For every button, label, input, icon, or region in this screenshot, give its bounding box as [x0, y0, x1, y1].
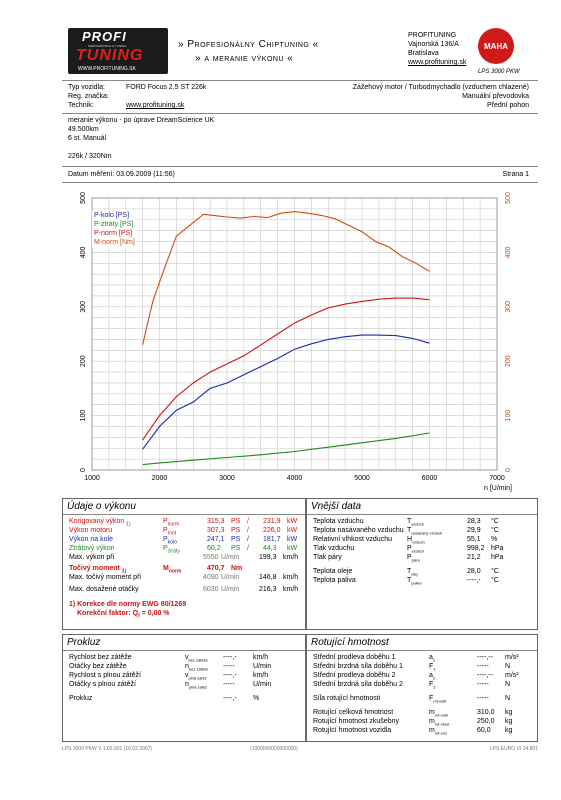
performance-slash: /: [247, 518, 249, 525]
slip-row: [63, 695, 305, 704]
max-torque-speed: 146,8: [259, 574, 277, 581]
slip-symbol-sub: plná zátěž: [188, 684, 208, 690]
external-symbol-sub: pára: [411, 557, 420, 563]
external-row: [307, 518, 537, 527]
performance-value-speed: 199,3: [259, 554, 277, 561]
performance-symbol-sub: mot: [167, 530, 177, 537]
slip-title: Prokluz: [67, 637, 101, 648]
performance-symbol-wrap: [163, 527, 176, 536]
measurement-date: Datum měření: 03.09.2009 (11:56): [68, 171, 175, 178]
performance-unit-ps: PS: [231, 527, 241, 534]
slip-value: -----: [223, 681, 235, 688]
slip-label: Rychlost s plnou zátěží: [69, 672, 141, 679]
slip-symbol-sub: bez zátěže: [188, 666, 209, 672]
performance-label: Max. výkon při: [69, 554, 115, 561]
external-data-title: Vnější data: [311, 501, 362, 512]
performance-label: Korigovaný výkon: [69, 518, 125, 525]
maha-badge: [478, 28, 514, 64]
inertia-symbol: m: [429, 727, 435, 734]
performance-row: [63, 518, 305, 527]
series-line-2: [143, 298, 430, 440]
max-torque-rpm: 4090: [203, 574, 219, 581]
inertia-symbol: m: [429, 709, 435, 716]
performance-slash: /: [247, 536, 249, 543]
slip-symbol-wrap: [185, 672, 207, 680]
factor-label: Korekční faktor: Q: [77, 610, 139, 617]
performance-value-ps: 315,3: [207, 518, 225, 525]
performance-row: [63, 527, 305, 536]
series-line-0: [143, 335, 430, 449]
correction-factor: [63, 610, 305, 619]
slip-unit: U/min: [253, 681, 272, 688]
inertia-unit: N: [505, 663, 511, 670]
external-symbol-sub: palivo: [411, 580, 422, 586]
external-value: 21,2: [467, 554, 481, 561]
external-symbol: T: [407, 568, 412, 575]
x-tick-label: 2000: [151, 475, 168, 482]
inertia-symbol-sub: rot-voz: [434, 730, 448, 736]
external-symbol-sub: nasávaný vzduch: [411, 530, 443, 536]
performance-symbol: P: [163, 518, 168, 525]
performance-symbol: P: [163, 536, 168, 543]
inertia-symbol-wrap: [429, 727, 447, 735]
inertia-value: -----: [477, 681, 489, 688]
inertia-label: Rotující celková hmotnost: [313, 709, 394, 716]
y-right-tick-label: 0: [505, 468, 512, 472]
external-symbol: P: [407, 545, 412, 552]
y-right-tick-label: 400: [505, 246, 512, 259]
external-row: [307, 577, 537, 586]
logo-tagline: PERFORMANCE & TUNING: [88, 44, 127, 48]
performance-unit-kw: kW: [287, 518, 298, 525]
torque-sup: 1): [121, 568, 127, 575]
external-label: Teplota vzduchu: [313, 518, 364, 525]
technician-value[interactable]: www.profituning.sk: [126, 102, 185, 109]
external-symbol-wrap: [407, 545, 424, 553]
slip-value: -----: [223, 663, 235, 670]
performance-unit-ps: PS: [231, 518, 241, 525]
y-left-tick-label: 500: [80, 192, 87, 204]
performance-unit-ps: PS: [231, 536, 241, 543]
slip-symbol-sub: bez zátěže: [188, 657, 208, 663]
performance-value-rpm: 5550: [203, 554, 219, 561]
inertia-symbol-wrap: [429, 709, 448, 717]
external-symbol: T: [407, 518, 412, 525]
slip-panel: [62, 634, 306, 742]
y-left-tick-label: 0: [80, 468, 87, 472]
slogan-line2: » a meranie výkonu «: [195, 53, 294, 64]
performance-label-wrap: [69, 536, 113, 543]
external-row: [307, 554, 537, 563]
inertia-symbol-sub: 2: [432, 675, 436, 681]
inertia-symbol-wrap: [429, 695, 446, 703]
legend-p-ztraty: P-ztráty [PS]: [94, 221, 134, 228]
performance-value-kw: 226,0: [263, 527, 281, 534]
external-value: 29,9: [467, 527, 481, 534]
external-data-panel: [306, 498, 538, 630]
inertia-label: Střední prodleva doběhu 2: [313, 672, 396, 679]
performance-unit-kw: kW: [287, 527, 298, 534]
slip-symbol: v: [185, 654, 189, 661]
performance-row: [63, 536, 305, 545]
slip-symbol-wrap: [185, 663, 208, 671]
inertia-label: Střední brzdná síla doběhu 1: [313, 663, 403, 670]
footer-center: (1000000000000000): [250, 746, 298, 752]
inertia-symbol: F: [429, 663, 434, 670]
torque-sub: norm: [168, 568, 182, 575]
external-symbol: T: [407, 577, 412, 584]
performance-title: Údaje o výkonu: [67, 501, 136, 512]
inertia-label: Střední brzdná síla doběhu 2: [313, 681, 403, 688]
maha-model: LPS 3000 PKW: [478, 69, 520, 75]
performance-label-wrap: [69, 518, 131, 527]
performance-value-ps: 307,3: [207, 527, 225, 534]
inertia-row: [307, 695, 537, 704]
performance-label: Výkon motoru: [69, 527, 113, 534]
performance-symbol-wrap: [163, 536, 177, 545]
y-left-tick-label: 400: [80, 246, 87, 259]
inertia-row: [307, 663, 537, 672]
slip-symbol-wrap: [185, 654, 208, 662]
external-label: Teplota oleje: [313, 568, 353, 575]
performance-value-ps: 247,1: [207, 536, 225, 543]
torque-sym: M: [163, 565, 169, 572]
inertia-row: [307, 718, 537, 727]
inertia-symbol-wrap: [429, 718, 449, 726]
inertia-unit: N: [505, 695, 511, 702]
external-row: [307, 536, 537, 545]
inertia-row: [307, 654, 537, 663]
inertia-unit: N: [505, 681, 511, 688]
slip-unit: U/min: [253, 663, 272, 670]
inertia-value: 250,0: [477, 718, 495, 725]
x-tick-label: 5000: [354, 475, 370, 482]
inertia-unit: kg: [505, 727, 513, 734]
performance-label-wrap: [69, 545, 115, 552]
external-label: Teplota paliva: [313, 577, 356, 584]
performance-symbol-sub: norm: [167, 521, 180, 528]
external-unit: %: [491, 536, 498, 543]
external-symbol-wrap: [407, 527, 442, 535]
logo-url: WWW.PROFITUNING.SK: [78, 66, 136, 72]
y-left-tick-label: 300: [80, 300, 87, 313]
x-tick-label: 1000: [84, 475, 100, 482]
external-label: Tlak páry: [313, 554, 342, 561]
torque-unit: Nm: [231, 565, 243, 572]
external-unit: hPa: [491, 554, 504, 561]
slip-symbol: n: [185, 681, 189, 688]
external-symbol-sub: vzduch: [411, 548, 425, 554]
external-symbol-wrap: [407, 518, 424, 526]
external-symbol: H: [407, 536, 413, 543]
footer-right: LPS EURO VI 24.801: [489, 746, 538, 752]
max-rpm-speed: 216,3: [259, 586, 277, 593]
inertia-value: 310,0: [477, 709, 495, 716]
max-torque-row: [63, 574, 305, 583]
inertia-symbol-sub: rot-zkuš: [434, 721, 450, 727]
y-right-tick-label: 100: [505, 409, 512, 422]
performance-slash: /: [247, 545, 249, 552]
inertia-symbol: F: [429, 681, 434, 688]
external-symbol-wrap: [407, 536, 425, 544]
torque-value: 470,7: [207, 565, 225, 572]
inertia-symbol-sub: rot-celk: [434, 712, 448, 718]
legend-m-norm: M-norm [Nm]: [94, 239, 135, 246]
x-tick-label: 4000: [286, 475, 303, 482]
slip-row: [63, 663, 305, 672]
factor-sub: f: [138, 613, 140, 620]
inertia-symbol: m: [429, 718, 435, 725]
performance-row: [63, 545, 305, 554]
legend-p-kolo: P-kolo [PS]: [94, 212, 130, 219]
external-symbol-wrap: [407, 554, 420, 562]
series-line-3: [143, 212, 430, 345]
performance-unit-kw: kW: [287, 545, 298, 552]
performance-unit-ps: PS: [231, 545, 241, 552]
logo: [68, 28, 168, 74]
maha-badge-text: MAHA: [484, 42, 508, 51]
inertia-symbol-wrap: [429, 663, 436, 671]
external-symbol: T: [407, 527, 412, 534]
y-right-tick-label: 200: [505, 355, 512, 368]
performance-symbol: P: [163, 545, 168, 552]
performance-symbol-wrap: [163, 545, 180, 554]
max-rpm-unit: U/min: [221, 586, 240, 593]
chart-grid: [92, 198, 497, 470]
x-tick-label: 7000: [489, 475, 505, 482]
company-name: PROFITUNING: [408, 32, 457, 39]
page-number: Strana 1: [502, 171, 529, 178]
performance-symbol-sub: kolo: [167, 539, 177, 546]
performance-unit-kw: kW: [287, 536, 298, 543]
slip-unit: km/h: [253, 672, 269, 679]
inertia-symbol: F: [429, 695, 434, 702]
x-tick-label: 3000: [219, 475, 235, 482]
slip-row: [63, 672, 305, 681]
external-symbol-sub: vzduch: [411, 521, 424, 527]
performance-value-ps: 60,2: [207, 545, 221, 552]
performance-slash: /: [247, 527, 249, 534]
performance-unit-speed: km/h: [283, 554, 299, 561]
max-rpm-row: [63, 586, 305, 595]
slip-symbol: v: [185, 672, 189, 679]
torque-label: Točivý moment: [69, 565, 120, 572]
external-symbol-sub: olej: [411, 571, 418, 577]
inertia-value: 60,0: [477, 727, 491, 734]
vehicle-type-value: FORD Focus 2.5 ST 226k: [126, 84, 207, 91]
company-website[interactable]: www.profituning.sk: [408, 59, 467, 66]
external-symbol-wrap: [407, 568, 418, 576]
inertia-symbol: a: [429, 654, 433, 661]
external-label: Tlak vzduchu: [313, 545, 355, 552]
drive-type: Přední pohon: [486, 102, 529, 109]
inertia-label: Střední prodleva doběhu 1: [313, 654, 396, 661]
performance-label: Výkon na kole: [69, 536, 113, 543]
inertia-value: ----,--: [477, 672, 493, 679]
inertia-symbol-sub: 1: [432, 657, 436, 663]
inertia-symbol: a: [429, 672, 433, 679]
inertia-symbol-wrap: [429, 681, 436, 689]
torque-row: [63, 565, 305, 574]
slip-value: ----,-: [223, 672, 237, 679]
max-rpm-value: 6030: [203, 586, 219, 593]
performance-label-wrap: [69, 527, 112, 534]
inertia-unit: m/s²: [505, 672, 519, 679]
external-label: Relativní vlhkost vzduchu: [313, 536, 392, 543]
external-value: 28,3: [467, 518, 481, 525]
slip-symbol-sub: plná zátěž: [188, 675, 207, 681]
inertia-row: [307, 727, 537, 736]
inertia-symbol-sub: rot-celk: [433, 698, 447, 704]
x-tick-label: 6000: [421, 475, 438, 482]
external-unit: °C: [491, 518, 499, 525]
external-unit: °C: [491, 568, 499, 575]
inertia-label: Síla rotující hmotnosti: [313, 695, 381, 702]
inertia-unit: kg: [505, 718, 513, 725]
slip-value: ----,-: [223, 695, 237, 702]
performance-symbol: P: [163, 527, 168, 534]
company-city: Bratislava: [408, 50, 439, 57]
y-left-tick-label: 100: [80, 409, 87, 422]
gearbox-type: Manuální převodovka: [462, 93, 529, 100]
performance-unit-rpm: U/min: [221, 554, 240, 561]
inertia-label: Rotující hmotnost vozidla: [313, 727, 392, 734]
external-unit: hPa: [491, 545, 504, 552]
slip-label: Otáčky s plnou zátěží: [69, 681, 136, 688]
external-row: [307, 527, 537, 536]
inertia-unit: kg: [505, 709, 513, 716]
inertia-title: Rotující hmotnost: [311, 637, 389, 648]
external-unit: °C: [491, 527, 499, 534]
engine-type: Zážehový motor / Turbodmychadlo (vzduchem chlazené): [352, 84, 529, 91]
logo-bottom: TUNING: [76, 47, 144, 64]
external-value: 55,1: [467, 536, 481, 543]
external-symbol-wrap: [407, 577, 422, 585]
slip-label: Rychlost bez zátěže: [69, 654, 132, 661]
inertia-value: ----,--: [477, 654, 493, 661]
external-label: Teplota nasávaného vzduchu: [313, 527, 404, 534]
inertia-symbol-sub: 2: [433, 684, 436, 690]
inertia-value: -----: [477, 663, 489, 670]
performance-value-kw: 231,9: [263, 518, 281, 525]
external-row: [307, 568, 537, 577]
performance-label: Ztrátový výkon: [69, 545, 115, 552]
external-value: 998,2: [467, 545, 485, 552]
slip-symbol: n: [185, 663, 189, 670]
slip-row: [63, 654, 305, 663]
performance-symbol-sub: ztráty: [167, 548, 180, 555]
company-street: Vajnorská 136/A: [408, 41, 459, 48]
logo-top: PROFI: [82, 29, 127, 44]
slip-label: Otáčky bez zátěže: [69, 663, 127, 670]
inertia-row: [307, 672, 537, 681]
norm-note: [63, 601, 305, 610]
slip-symbol-wrap: [185, 681, 207, 689]
note-line-1: meranie výkonu - po úprave DreamScience UK: [68, 117, 215, 124]
external-value: 28,0: [467, 568, 481, 575]
performance-label-wrap: [69, 554, 114, 561]
slip-row: [63, 681, 305, 690]
note-line-3: 6 st. Manuál: [68, 135, 107, 142]
performance-value-kw: 44,3: [263, 545, 277, 552]
note-line-2: 49.500km: [68, 126, 99, 133]
legend-p-norm: P-norm [PS]: [94, 230, 133, 237]
inertia-symbol-wrap: [429, 672, 435, 680]
external-row: [307, 545, 537, 554]
vehicle-type-label: Typ vozidla:: [68, 84, 105, 91]
x-axis-label: n [U/min]: [484, 485, 513, 492]
y-right-tick-label: 300: [505, 300, 512, 313]
max-torque-rpm-unit: U/min: [221, 574, 240, 581]
max-torque-speed-unit: km/h: [283, 574, 299, 581]
y-left-tick-label: 200: [80, 355, 87, 368]
slip-value: ----,-: [223, 654, 237, 661]
legend: [92, 210, 137, 248]
series-line-1: [143, 433, 430, 465]
note-line-4: 226k / 320Nm: [68, 153, 112, 160]
slip-unit: km/h: [253, 654, 269, 661]
external-value: ----,-: [467, 577, 481, 584]
performance-row: [63, 554, 305, 563]
performance-sup: 1): [126, 521, 131, 528]
footer-left: LPS 3000 PKW V 1.03.001 (16.02.2007): [62, 746, 153, 752]
inertia-panel: [306, 634, 538, 742]
external-symbol: P: [407, 554, 412, 561]
technician-label: Technik:: [68, 102, 94, 109]
max-rpm-speed-unit: km/h: [283, 586, 299, 593]
slogan-line1: » Profesionálny Chiptuning «: [178, 39, 319, 50]
factor-value: = 0,00 %: [141, 610, 170, 617]
max-rpm-label: Max. dosažené otáčky: [69, 586, 139, 593]
inertia-row: [307, 709, 537, 718]
slip-label: Prokluz: [69, 695, 93, 702]
inertia-label: Rotující hmotnost zkušebny: [313, 718, 399, 725]
performance-value-kw: 181,7: [263, 536, 281, 543]
inertia-row: [307, 681, 537, 690]
inertia-symbol-wrap: [429, 654, 435, 662]
reg-label: Reg. značka:: [68, 93, 109, 100]
inertia-symbol-sub: 1: [433, 666, 436, 672]
slip-unit: %: [253, 695, 260, 702]
external-unit: °C: [491, 577, 499, 584]
norm-line: 1) Korekce dle normy EWG 80/1269: [69, 601, 187, 608]
y-right-tick-label: 500: [505, 192, 512, 204]
inertia-unit: m/s²: [505, 654, 519, 661]
performance-panel: [62, 498, 306, 630]
inertia-value: -----: [477, 695, 489, 702]
performance-symbol-wrap: [163, 518, 179, 527]
external-symbol-sub: vzduch: [412, 539, 425, 545]
max-torque-label: Max. točivý moment při: [69, 574, 141, 581]
